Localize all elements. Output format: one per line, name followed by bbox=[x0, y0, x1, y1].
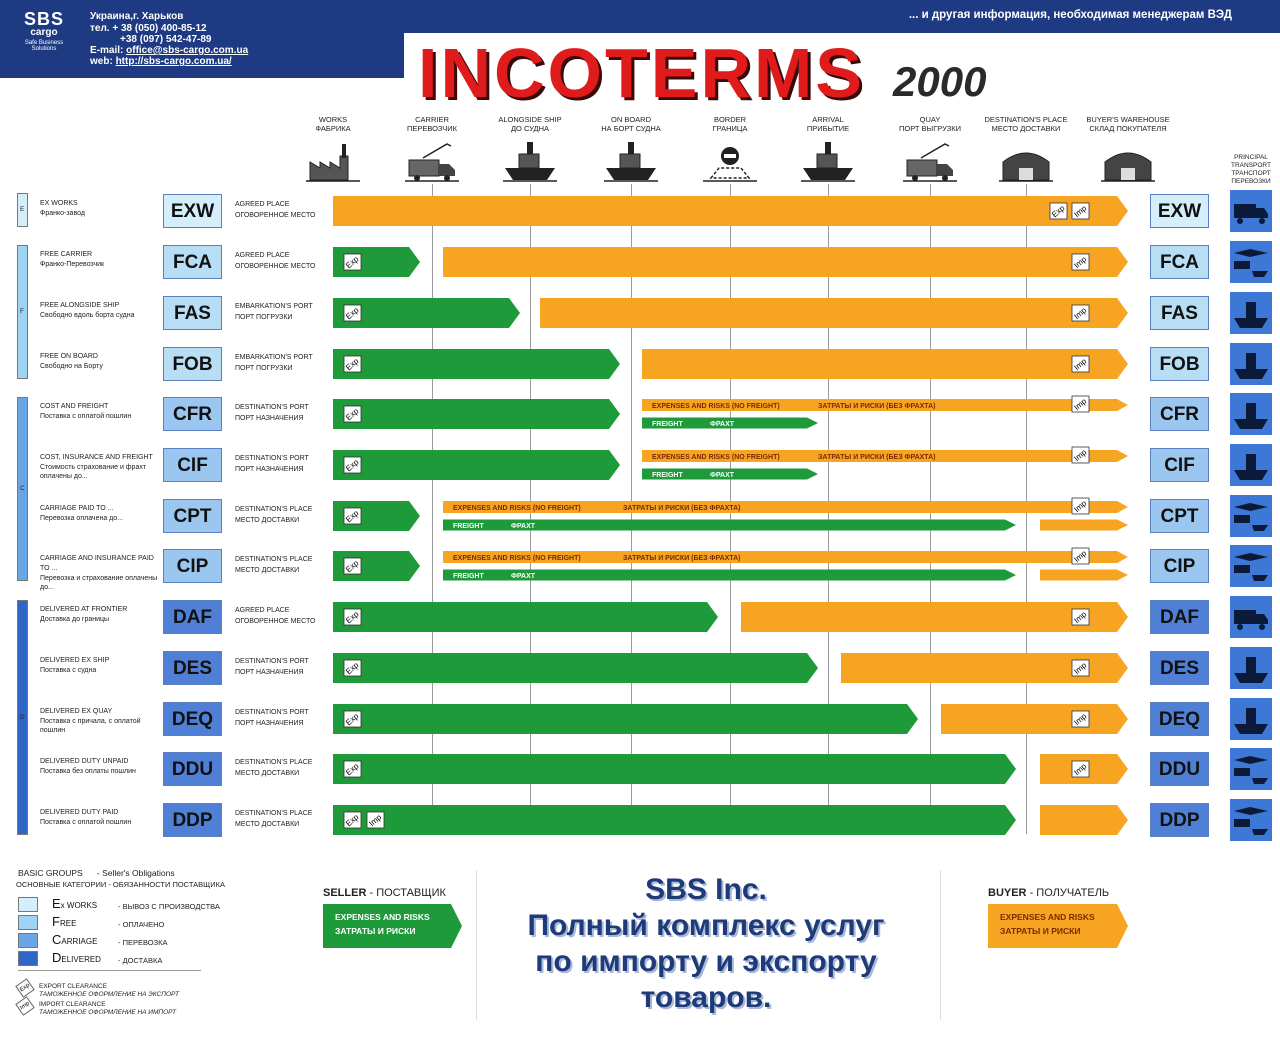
column-label: WORKS ФАБРИКА bbox=[315, 115, 351, 133]
term-code-daf: DAF bbox=[163, 600, 222, 634]
term-name-en: COST, INSURANCE AND FREIGHT bbox=[40, 454, 153, 461]
seller-expenses-en: EXPENSES AND RISKS bbox=[335, 912, 430, 922]
term-code-ddp: DDP bbox=[163, 803, 222, 837]
term-name-en: CARRIAGE PAID TO ... bbox=[40, 505, 114, 512]
term-place-en: DESTINATION'S PLACE bbox=[235, 506, 313, 513]
term-name-ru: Перевозка и страхование оплачены до... bbox=[40, 575, 158, 591]
expenses-label-en: EXPENSES AND RISKS (NO FREIGHT) bbox=[453, 555, 581, 562]
term-place-ru: МЕСТО ДОСТАВКИ bbox=[235, 517, 300, 524]
buyer-bar bbox=[540, 298, 1128, 328]
legend-item-initial: C bbox=[52, 932, 62, 947]
import-clearance-label: IMPORT CLEARANCE ТАМОЖЕННОЕ ОФОРМЛЕНИЕ НА ИМПОРТ bbox=[39, 1001, 177, 1016]
expenses-label-ru: ЗАТРАТЫ И РИСКИ (БЕЗ ФРАХТА) bbox=[623, 555, 741, 562]
freight-label-en: FREIGHT bbox=[453, 573, 484, 580]
term-place-ru: ПОРТ ПОГРУЗКИ bbox=[235, 365, 293, 372]
clearance-text: Imp bbox=[1072, 761, 1089, 778]
term-name-en: DELIVERED DUTY UNPAID bbox=[40, 758, 129, 765]
term-code-right-cip: CIP bbox=[1150, 549, 1209, 583]
term-place-ru: ОГОВОРЕННОЕ МЕСТО bbox=[235, 212, 316, 219]
term-place-en: DESTINATION'S PORT bbox=[235, 658, 309, 665]
freight-label-ru: ФРАХТ bbox=[710, 421, 735, 428]
term-code-right-exw: EXW bbox=[1150, 194, 1209, 228]
clearance-text: Exp bbox=[344, 305, 361, 322]
import-clearance-tag bbox=[1072, 498, 1089, 514]
clearance-text: Imp bbox=[1072, 305, 1089, 322]
freight-label-en: FREIGHT bbox=[453, 523, 484, 530]
export-clearance-tag bbox=[344, 812, 361, 828]
clearance-text: Exp bbox=[344, 558, 361, 575]
clearance-text: Exp bbox=[344, 609, 361, 626]
divider-right bbox=[940, 870, 941, 1020]
seller-bar bbox=[333, 805, 1016, 835]
term-code-exw: EXW bbox=[163, 194, 222, 228]
group-letter: C bbox=[20, 485, 25, 492]
legend-item-rest: ARRIAGE bbox=[61, 937, 98, 946]
seller-bar bbox=[333, 754, 1016, 784]
freight-label-en: FREIGHT bbox=[652, 421, 683, 428]
export-clearance-tag bbox=[344, 406, 361, 422]
clearance-text: Exp bbox=[344, 812, 361, 829]
term-name-en: DELIVERED AT FRONTIER bbox=[40, 606, 128, 613]
export-clearance-tag bbox=[344, 558, 361, 574]
column-label: ALONGSIDE SHIP ДО СУДНА bbox=[498, 115, 562, 133]
column-label: BORDER ГРАНИЦА bbox=[712, 115, 748, 133]
buyer-expenses-ru: ЗАТРАТЫ И РИСКИ bbox=[1000, 926, 1081, 936]
import-clearance-tag bbox=[1072, 548, 1089, 564]
clearance-text: Exp bbox=[344, 508, 361, 525]
legend-item-rest: REE bbox=[59, 919, 77, 928]
term-code-cfr: CFR bbox=[163, 397, 222, 431]
export-clearance-tag bbox=[344, 457, 361, 473]
term-place-en: DESTINATION'S PORT bbox=[235, 709, 309, 716]
clearance-text: Exp bbox=[344, 406, 361, 423]
term-name-en: EX WORKS bbox=[40, 200, 78, 207]
term-code-fca: FCA bbox=[163, 245, 222, 279]
export-clearance-tag bbox=[344, 660, 361, 676]
group-letter: D bbox=[20, 713, 25, 721]
legend-item-initial: D bbox=[52, 950, 62, 965]
term-name-en: COST AND FREIGHT bbox=[40, 403, 109, 410]
term-code-fas: FAS bbox=[163, 296, 222, 330]
clearance-text: Exp bbox=[344, 761, 361, 778]
legend-item-initial: E bbox=[52, 896, 61, 911]
export-clearance-tag bbox=[344, 305, 361, 321]
term-code-cip: CIP bbox=[163, 549, 222, 583]
clearance-text: Imp bbox=[1072, 254, 1089, 271]
legend-item-label bbox=[52, 950, 101, 965]
buyer-bar bbox=[741, 602, 1128, 632]
column-label: DESTINATION'S PLACE МЕСТО ДОСТАВКИ bbox=[984, 115, 1068, 133]
clearance-text: Exp bbox=[344, 457, 361, 474]
legend-item-label bbox=[52, 932, 97, 947]
group-letter: E bbox=[20, 206, 25, 213]
term-place-ru: ПОРТ ПОГРУЗКИ bbox=[235, 314, 293, 321]
term-code-deq: DEQ bbox=[163, 702, 222, 736]
buyer-bar bbox=[642, 349, 1128, 379]
clearance-text: Imp bbox=[1072, 447, 1089, 464]
term-name-ru: Франко-Перевозчик bbox=[40, 261, 105, 268]
import-clearance-tag bbox=[1072, 396, 1089, 412]
term-name-en: FREE ON BOARD bbox=[40, 353, 98, 360]
term-place-en: DESTINATION'S PLACE bbox=[235, 556, 313, 563]
legend-item-label bbox=[52, 914, 76, 929]
contact-email: E-mail: office@sbs-cargo.com.ua bbox=[90, 45, 249, 56]
contact-phone-1: тел. + 38 (050) 400-85-12 bbox=[90, 23, 207, 34]
seller-bar bbox=[333, 450, 620, 480]
clearance-text: Exp bbox=[344, 356, 361, 373]
term-code-right-fca: FCA bbox=[1150, 245, 1209, 279]
column-label: BUYER'S WAREHOUSE СКЛАД ПОКУПАТЕЛЯ bbox=[1086, 115, 1170, 133]
term-name-ru: Поставка с оплатой пошлин bbox=[40, 413, 132, 420]
term-name-ru: Поставка с оплатой пошлин bbox=[40, 819, 132, 826]
header-tagline: ... и другая информация, необходимая менеджерам ВЭД bbox=[908, 9, 1232, 21]
term-place-en: EMBARKATION'S PORT bbox=[235, 303, 313, 310]
web-link[interactable]: http://sbs-cargo.com.ua/ bbox=[115, 56, 232, 67]
export-clearance-tag bbox=[344, 356, 361, 372]
term-place-en: EMBARKATION'S PORT bbox=[235, 354, 313, 361]
seller-bar bbox=[333, 349, 620, 379]
term-code-right-fob: FOB bbox=[1150, 347, 1209, 381]
freight-label-ru: ФРАХТ bbox=[511, 523, 536, 530]
export-clearance-tag bbox=[344, 508, 361, 524]
term-code-right-cif: CIF bbox=[1150, 448, 1209, 482]
clearance-text: Imp bbox=[1072, 609, 1089, 626]
export-clearance-tag bbox=[344, 609, 361, 625]
term-name-ru: Стоимость страхование и фрахт оплачены до... bbox=[40, 464, 146, 480]
export-clearance-label: EXPORT CLEARANCE ТАМОЖЕННОЕ ОФОРМЛЕНИЕ НА ЭКСПОРТ bbox=[39, 983, 179, 998]
clearance-text: Exp bbox=[344, 660, 361, 677]
term-name-en: FREE ALONGSIDE SHIP bbox=[40, 302, 120, 309]
buyer-bar bbox=[333, 196, 1128, 226]
import-clearance-tag bbox=[1072, 447, 1089, 463]
clearance-text: Imp bbox=[1072, 396, 1089, 413]
term-code-right-ddu: DDU bbox=[1150, 752, 1209, 786]
seller-bar bbox=[333, 602, 718, 632]
import-clearance-tag bbox=[1072, 203, 1089, 219]
import-clearance-tag bbox=[1072, 711, 1089, 727]
term-code-cif: CIF bbox=[163, 448, 222, 482]
term-name-en: FREE CARRIER bbox=[40, 251, 93, 258]
column-label: CARRIER ПЕРЕВОЗЧИК bbox=[406, 115, 458, 133]
clearance-text: Imp bbox=[1072, 660, 1089, 677]
term-place-en: DESTINATION'S PLACE bbox=[235, 759, 313, 766]
legend-swatch-d bbox=[18, 951, 38, 966]
buyer-expenses-en: EXPENSES AND RISKS bbox=[1000, 912, 1095, 922]
term-place-ru: МЕСТО ДОСТАВКИ bbox=[235, 567, 300, 574]
legend-item-ru: - ПЕРЕВОЗКА bbox=[118, 938, 168, 947]
import-clearance-tag bbox=[1072, 761, 1089, 777]
legend-swatch-c bbox=[18, 933, 38, 948]
term-place-ru: ПОРТ НАЗНАЧЕНИЯ bbox=[235, 720, 304, 727]
freight-label-ru: ФРАХТ bbox=[511, 573, 536, 580]
legend-title-en: BASIC GROUPS bbox=[18, 868, 83, 878]
export-clearance-icon: Exp bbox=[15, 978, 34, 997]
clearance-text: Imp bbox=[1072, 356, 1089, 373]
seller-expenses-ru: ЗАТРАТЫ И РИСКИ bbox=[335, 926, 416, 936]
term-place-ru: ПОРТ НАЗНАЧЕНИЯ bbox=[235, 415, 304, 422]
principal-transport-header: PRINCIPAL TRANSPORT ТРАНСПОРТ ПЕРЕВОЗКИ bbox=[1231, 154, 1271, 185]
seller-title: SELLER - ПОСТАВЩИК bbox=[323, 887, 446, 899]
term-code-right-ddp: DDP bbox=[1150, 803, 1209, 837]
legend-swatch-e bbox=[18, 897, 38, 912]
expenses-label-en: EXPENSES AND RISKS (NO FREIGHT) bbox=[652, 403, 780, 410]
expenses-label-en: EXPENSES AND RISKS (NO FREIGHT) bbox=[453, 505, 581, 512]
import-clearance-tag bbox=[1072, 305, 1089, 321]
term-code-right-cfr: CFR bbox=[1150, 397, 1209, 431]
expenses-label-ru: ЗАТРАТЫ И РИСКИ (БЕЗ ФРАХТА) bbox=[818, 454, 936, 461]
title-year: 2000 bbox=[893, 58, 987, 105]
column-label: ARRIVAL ПРИБЫТИЕ bbox=[806, 115, 850, 133]
seller-bar bbox=[333, 399, 620, 429]
sbs-cargo-logo: SBS cargo Safe Business Solutions bbox=[23, 9, 64, 52]
buyer-title: BUYER - ПОЛУЧАТЕЛЬ bbox=[988, 887, 1110, 899]
term-code-fob: FOB bbox=[163, 347, 222, 381]
contact-address: Украина,г. Харьков bbox=[90, 11, 184, 22]
clearance-text: Exp bbox=[344, 254, 361, 271]
term-name-en: CARRIAGE AND INSURANCE PAID TO ... bbox=[40, 555, 154, 572]
import-clearance-tag bbox=[367, 812, 384, 828]
export-clearance-tag bbox=[344, 254, 361, 270]
group-letter: F bbox=[20, 308, 24, 315]
page-title: INCOTERMS bbox=[418, 34, 865, 112]
legend-item-rest: x WORKS bbox=[60, 901, 98, 910]
term-name-ru: Свободно вдоль борта судна bbox=[40, 312, 135, 319]
contact-web: web: http://sbs-cargo.com.ua/ bbox=[90, 56, 232, 67]
promo-text: SBS Inc. Полный комплекс услуг по импорту и экспорту товаров. bbox=[527, 873, 885, 1014]
import-clearance-tag bbox=[1072, 609, 1089, 625]
term-place-ru: МЕСТО ДОСТАВКИ bbox=[235, 821, 300, 828]
clearance-text: Exp bbox=[344, 711, 361, 728]
term-code-right-daf: DAF bbox=[1150, 600, 1209, 634]
term-code-right-cpt: CPT bbox=[1150, 499, 1209, 533]
term-place-ru: МЕСТО ДОСТАВКИ bbox=[235, 770, 300, 777]
term-place-en: AGREED PLACE bbox=[235, 252, 290, 259]
column-label: QUAY ПОРТ ВЫГРУЗКИ bbox=[899, 115, 961, 133]
buyer-bar-tail bbox=[1040, 570, 1128, 581]
term-name-ru: Поставка с причала, с оплатой пошлин bbox=[40, 718, 141, 734]
legend-item-rest: ELIVERED bbox=[61, 955, 101, 964]
clearance-text: Imp bbox=[1072, 548, 1089, 565]
term-name-en: DELIVERED EX SHIP bbox=[40, 657, 110, 664]
legend-title-ru: ОСНОВНЫЕ КАТЕГОРИИ - ОБЯЗАННОСТИ ПОСТАВЩИКА bbox=[16, 880, 225, 889]
term-place-en: DESTINATION'S PLACE bbox=[235, 810, 313, 817]
term-code-ddu: DDU bbox=[163, 752, 222, 786]
term-place-en: AGREED PLACE bbox=[235, 201, 290, 208]
column-label: ON BOARD НА БОРТ СУДНА bbox=[601, 115, 661, 133]
term-code-right-fas: FAS bbox=[1150, 296, 1209, 330]
term-name-ru: Перевозка оплачена до... bbox=[40, 515, 123, 522]
expenses-label-en: EXPENSES AND RISKS (NO FREIGHT) bbox=[652, 454, 780, 461]
legend-divider bbox=[18, 970, 201, 971]
term-place-ru: ОГОВОРЕННОЕ МЕСТО bbox=[235, 263, 316, 270]
freight-label-en: FREIGHT bbox=[652, 472, 683, 479]
clearance-text: Imp bbox=[367, 812, 384, 829]
term-code-des: DES bbox=[163, 651, 222, 685]
clearance-text: Imp bbox=[1072, 711, 1089, 728]
term-name-ru: Свободно на Борту bbox=[40, 363, 103, 370]
legend-item-label bbox=[52, 896, 97, 911]
term-place-en: DESTINATION'S PORT bbox=[235, 455, 309, 462]
import-clearance-tag bbox=[1072, 660, 1089, 676]
expenses-label-ru: ЗАТРАТЫ И РИСКИ (БЕЗ ФРАХТА) bbox=[623, 505, 741, 512]
email-link[interactable]: office@sbs-cargo.com.ua bbox=[126, 45, 249, 56]
term-name-en: DELIVERED DUTY PAID bbox=[40, 809, 119, 816]
legend-item-ru: - ОПЛАЧЕНО bbox=[118, 920, 165, 929]
freight-label-ru: ФРАХТ bbox=[710, 472, 735, 479]
legend-item-ru: - ДОСТАВКА bbox=[118, 956, 163, 965]
term-place-en: AGREED PLACE bbox=[235, 607, 290, 614]
legend-item-ru: - ВЫВОЗ С ПРОИЗВОДСТВА bbox=[118, 902, 220, 911]
buyer-bar-tail bbox=[1040, 520, 1128, 531]
legend-title-en2: - Seller's Obligations bbox=[96, 868, 175, 878]
buyer-bar bbox=[443, 247, 1128, 277]
term-name-ru: Поставка с судна bbox=[40, 667, 97, 674]
import-clearance-icon: Imp bbox=[15, 996, 34, 1015]
expenses-label-ru: ЗАТРАТЫ И РИСКИ (БЕЗ ФРАХТА) bbox=[818, 403, 936, 410]
term-code-right-des: DES bbox=[1150, 651, 1209, 685]
term-name-en: DELIVERED EX QUAY bbox=[40, 708, 113, 715]
buyer-bar bbox=[941, 704, 1128, 734]
clearance-text: Imp bbox=[1072, 203, 1089, 220]
legend-swatch-f bbox=[18, 915, 38, 930]
term-code-cpt: CPT bbox=[163, 499, 222, 533]
term-name-ru: Франко-завод bbox=[40, 210, 85, 217]
import-clearance-tag bbox=[1072, 254, 1089, 270]
term-name-ru: Поставка без оплаты пошлин bbox=[40, 768, 136, 775]
term-name-ru: Доставка до границы bbox=[40, 616, 110, 623]
seller-bar bbox=[333, 704, 918, 734]
export-clearance-tag bbox=[1050, 203, 1067, 219]
import-clearance-tag bbox=[1072, 356, 1089, 372]
term-code-right-deq: DEQ bbox=[1150, 702, 1209, 736]
term-place-ru: ПОРТ НАЗНАЧЕНИЯ bbox=[235, 669, 304, 676]
clearance-text: Imp bbox=[1072, 498, 1089, 515]
clearance-text: Exp bbox=[1050, 203, 1067, 220]
export-clearance-tag bbox=[344, 761, 361, 777]
export-clearance-tag bbox=[344, 711, 361, 727]
buyer-bar bbox=[1040, 805, 1128, 835]
term-place-ru: ПОРТ НАЗНАЧЕНИЯ bbox=[235, 466, 304, 473]
term-place-en: DESTINATION'S PORT bbox=[235, 404, 309, 411]
term-place-ru: ОГОВОРЕННОЕ МЕСТО bbox=[235, 618, 316, 625]
legend-item-initial: F bbox=[52, 914, 60, 929]
seller-bar bbox=[333, 653, 818, 683]
contact-phone-2: +38 (097) 542-47-89 bbox=[120, 34, 212, 45]
